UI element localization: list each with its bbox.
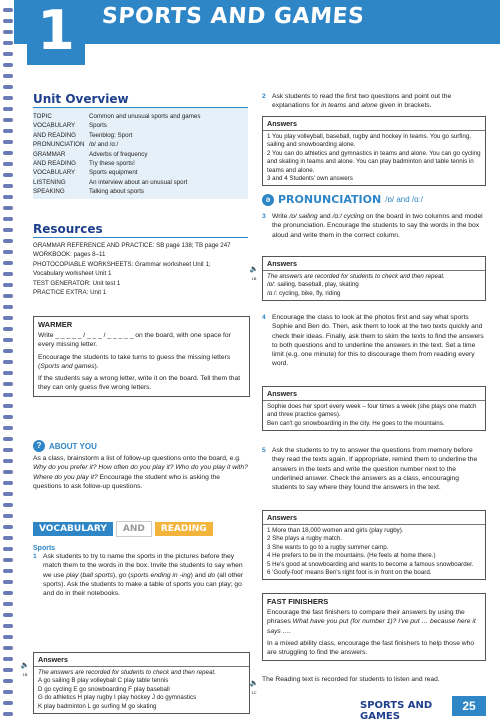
answer-line: GRAMMAR REFERENCE AND PRACTICE: SB page 138; TB page 247 — [33, 242, 231, 249]
answers-title: Answers — [263, 117, 485, 131]
answer-line: Vocabulary worksheet Unit 1 — [33, 270, 112, 278]
spiral-coil — [3, 173, 13, 177]
answer-line: K play badminton L go surfing M go skating — [38, 702, 157, 710]
answers-title: Answers — [263, 511, 485, 525]
section-tags — [33, 521, 248, 537]
spiral-coil — [3, 580, 13, 584]
overview-row: GRAMMAR Adverbs of frequency — [33, 150, 148, 158]
answers-body — [263, 525, 485, 579]
pronunciation-heading: ə PRONUNCIATION /ɒ/ and /ɑː/ — [262, 193, 484, 206]
spiral-coil — [3, 184, 13, 188]
answer-line: 1 More than 18,000 women and girls (play rugby). — [267, 527, 404, 534]
spiral-coil — [3, 327, 13, 331]
reading-note: The Reading text is recorded for students to listen and read. — [262, 676, 440, 683]
spiral-coil — [3, 470, 13, 474]
answer-line: /ɒ/: sailing, baseball, play, skating — [267, 281, 359, 289]
warmer-title: WARMER — [38, 320, 73, 329]
spiral-coil — [3, 283, 13, 287]
unit-number: 1 — [27, 0, 85, 65]
spiral-coil — [3, 646, 13, 650]
spiral-coil — [3, 217, 13, 221]
fast-finishers-p2: In a mixed ability class, encourage the fast finishers to help those who are struggling to find the answers. — [267, 639, 475, 657]
spiral-coil — [3, 360, 13, 364]
item-2: 2 Ask students to read the first two questions and point out the explanations for in teams and alone given in brackets. — [262, 93, 452, 110]
spiral-coil — [3, 96, 13, 100]
overview-row: SPEAKING Talking about sports — [33, 188, 145, 196]
speaker-icon: 🔈 — [249, 266, 259, 273]
item-3: 3 Write /ɒ/ sailing and /ɑː/ cycling on the board in two columns and model the pronunciation. Encourage the students to say the words in the box aloud and write them in the correct column. — [262, 213, 483, 239]
answer-line: 6 'Goofy-foot' means Ben's right foot is in front on the board. — [267, 569, 432, 577]
spiral-coil — [3, 63, 13, 67]
resources — [33, 222, 248, 297]
answers-body: The answers are recorded for students to check and then repeat. A go sailing B play volleyball C play table tennis D go cycling E go snowboarding F play baseball G do athletics H play rugby I play hockey J do gymnastics K play badminton L go surfing M go skating — [34, 667, 249, 713]
spiral-coil — [3, 305, 13, 309]
overview-row: AND READING Try these sports! — [33, 160, 135, 168]
reading-tag: READING — [155, 522, 213, 536]
spiral-coil — [3, 85, 13, 89]
warmer-box — [33, 316, 250, 397]
spiral-coil — [3, 426, 13, 430]
spiral-coil — [3, 250, 13, 254]
answer-line: 4 He prefers to be in the mountains. (He feels at home there.) — [267, 552, 436, 560]
spiral-coil — [3, 206, 13, 210]
about-you-text: As a class, brainstorm a list of follow-up questions onto the board, e.g. Why do you prefer it? How often do you play it? Who do you play it with? Where do you play it? Encourage the student who is asking the questions to ask follow-up questions. — [33, 455, 248, 490]
spiral-coil — [3, 437, 13, 441]
spiral-coil — [3, 613, 13, 617]
answers-box-3 — [262, 256, 486, 301]
spiral-coil — [3, 52, 13, 56]
spiral-coil — [3, 316, 13, 320]
spiral-coil — [3, 195, 13, 199]
fast-finishers-p1: Encourage the fast finishers to compare their answers by using the phrases What have you put (for number 1)? I've put … because here it says …. — [267, 609, 476, 635]
spiral-coil — [3, 272, 13, 276]
answers-body: The answers are recorded for students to check and then repeat. /ɒ/: sailing, baseball, play, skating /ɑː/: cycling, bike, fly, riding — [263, 271, 485, 300]
spiral-coil — [3, 140, 13, 144]
unit-overview — [33, 92, 248, 199]
spiral-coil — [3, 349, 13, 353]
spiral-coil — [3, 30, 13, 34]
answer-line: 3 She wants to go to a rugby summer camp. — [267, 543, 389, 551]
page-footer — [360, 696, 486, 722]
answers-box-left — [33, 652, 250, 714]
spiral-coil — [3, 701, 13, 705]
spiral-coil — [3, 393, 13, 397]
spiral-coil — [3, 8, 13, 12]
spiral-coil — [3, 41, 13, 45]
speaker-icon: 🔈 — [249, 680, 259, 687]
answer-line: PHOTOCOPIABLE WORKSHEETS: Grammar worksheet Unit 1; — [33, 260, 211, 268]
spiral-coil — [3, 448, 13, 452]
spiral-coil — [3, 151, 13, 155]
overview-row: AND READING Teenblog: Sport — [33, 131, 133, 139]
answer-line: 3 and 4 Students' own answers — [267, 175, 353, 183]
sports-heading: Sports — [33, 545, 56, 552]
spiral-binding — [0, 0, 14, 720]
resources-list — [33, 241, 248, 297]
spiral-coil — [3, 118, 13, 122]
warmer-p3: If the students say a wrong letter, write it on the board. Tell them that they can only guess five wrong letters. — [38, 375, 241, 392]
answers-title: Answers — [34, 653, 249, 667]
answer-line: WORKBOOK: pages 8–11 — [33, 251, 106, 259]
unit-overview-table — [33, 108, 248, 199]
answers-body — [263, 131, 485, 185]
answer-line: Ben can't go snowboarding in the city. He goes to the mountains. — [267, 419, 445, 427]
audio-speaker-1b-left[interactable]: 🔈 1B — [20, 662, 30, 677]
answer-line: A go sailing B play volleyball C play table tennis — [38, 677, 169, 685]
answer-line: 1 You play volleyball, baseball, rugby and hockey in teams. You go surfing, sailing and snowboarding alone. — [267, 133, 471, 149]
spiral-coil — [3, 129, 13, 133]
spiral-coil — [3, 690, 13, 694]
and-tag: AND — [116, 521, 152, 537]
spiral-coil — [3, 536, 13, 540]
answer-line: Sophie does her sport every week – four times a week (she plays one match and three practice games). — [267, 403, 477, 419]
spiral-coil — [3, 162, 13, 166]
spiral-coil — [3, 404, 13, 408]
footer-title: SPORTS AND GAMES — [360, 700, 433, 722]
spiral-coil — [3, 228, 13, 232]
spiral-coil — [3, 107, 13, 111]
spiral-coil — [3, 415, 13, 419]
answers-box-4 — [262, 386, 486, 431]
spiral-coil — [3, 371, 13, 375]
sports-section — [33, 545, 248, 598]
answer-line: 2 You can do athletics and gymnastics in teams and alone. You can go cycling and skating in teams and alone. You can play badminton and table tennis in teams and alone. — [267, 149, 481, 174]
warmer-p2: Encourage the students to take turns to guess the missing letters (Sports and games). — [38, 353, 231, 370]
audio-speaker-1c[interactable]: 🔈 1C — [249, 680, 259, 695]
overview-row: VOCABULARY Sports — [33, 122, 107, 130]
overview-row: TOPIC Common and unusual sports and games — [33, 113, 201, 120]
spiral-coil — [3, 712, 13, 716]
answers-box-5 — [262, 510, 486, 580]
spiral-coil — [3, 19, 13, 23]
spiral-coil — [3, 657, 13, 661]
answer-line: PRACTICE EXTRA: Unit 1 — [33, 289, 107, 297]
spiral-coil — [3, 591, 13, 595]
overview-row: VOCABULARY Sports equipment — [33, 169, 138, 177]
answer-line: TEST GENERATOR: Unit test 1 — [33, 279, 121, 287]
answer-line: /ɑː/: cycling, bike, fly, riding — [267, 289, 341, 297]
spiral-coil — [3, 635, 13, 639]
item-4: 4 Encourage the class to look at the photos first and say what sports Sophie and Ben do. Then, ask them to look at the two texts quickly and check their ideas. Finally, ask them to skim the texts to find the answers to both questions and to underline the answers in the text. Set a time limit (e.g. one minute) for this to discourage them from reading every word. — [262, 314, 484, 368]
about-you-heading: ? ABOUT YOU — [33, 440, 248, 452]
speaker-icon: 🔈 — [20, 662, 30, 669]
overview-row: PRONUNCIATION /ɒ/ and /ɑː/ — [33, 141, 119, 149]
spiral-coil — [3, 525, 13, 529]
spiral-coil — [3, 338, 13, 342]
spiral-coil — [3, 74, 13, 78]
spiral-coil — [3, 558, 13, 562]
item-5: 5 Ask the students to try to answer the questions from memory before they read the texts again. If appropriate, remind them to underline the answers in the texts and write the question number next to the underlined answer. Check the answers as a class, encouraging students to say where they found the answers in the text. — [262, 447, 478, 492]
answers-title: Answers — [263, 387, 485, 401]
unit-title: SPORTS AND GAMES — [101, 4, 366, 29]
spiral-coil — [3, 624, 13, 628]
spiral-coil — [3, 503, 13, 507]
page-number: 25 — [452, 696, 486, 716]
overview-row: LISTENING An interview about an unusual sport — [33, 178, 188, 186]
spiral-coil — [3, 239, 13, 243]
fast-finishers-box — [262, 593, 486, 661]
unit-overview-title: Unit Overview — [33, 92, 248, 108]
warmer-p1: Write _ _ _ _ _ / _ _ _ / _ _ _ _ _ on the board, with one space for every missing letter. — [38, 332, 231, 349]
spiral-coil — [3, 492, 13, 496]
vocabulary-tag: VOCABULARY — [33, 522, 113, 536]
answers-title: Answers — [263, 257, 485, 271]
answer-line: 2 She plays a rugby match. — [267, 535, 342, 543]
spiral-coil — [3, 459, 13, 463]
ear-icon: ə — [262, 194, 274, 206]
spiral-coil — [3, 481, 13, 485]
spiral-coil — [3, 602, 13, 606]
about-you — [33, 440, 248, 491]
spiral-coil — [3, 668, 13, 672]
spiral-coil — [3, 294, 13, 298]
spiral-coil — [3, 514, 13, 518]
spiral-coil — [3, 547, 13, 551]
spiral-coil — [3, 569, 13, 573]
answer-line: 5 He's good at snowboarding and wants to become a famous snowboarder. — [267, 560, 474, 568]
answers-body — [263, 401, 485, 430]
answer-line: G do athletics H play rugby I play hockey J do gymnastics — [38, 694, 197, 702]
spiral-coil — [3, 261, 13, 265]
audio-speaker-1b-right[interactable]: 🔈 1B — [249, 266, 259, 281]
spiral-coil — [3, 382, 13, 386]
fast-finishers-title: FAST FINISHERS — [267, 597, 329, 606]
resources-title: Resources — [33, 222, 248, 238]
answer-line: D go cycling E go snowboarding F play baseball — [38, 685, 170, 693]
answers-box-2 — [262, 116, 486, 186]
question-icon: ? — [33, 440, 45, 452]
spiral-coil — [3, 679, 13, 683]
sports-item-1: 1 Ask students to try to name the sports in the pictures before they match them to the words in the box. Invite the students to say when we use play (ball sports), go (sports ending in -ing) and do (all other sports). Ask the students to make a table of sports you can play; go and do in their notebooks. — [33, 553, 244, 598]
